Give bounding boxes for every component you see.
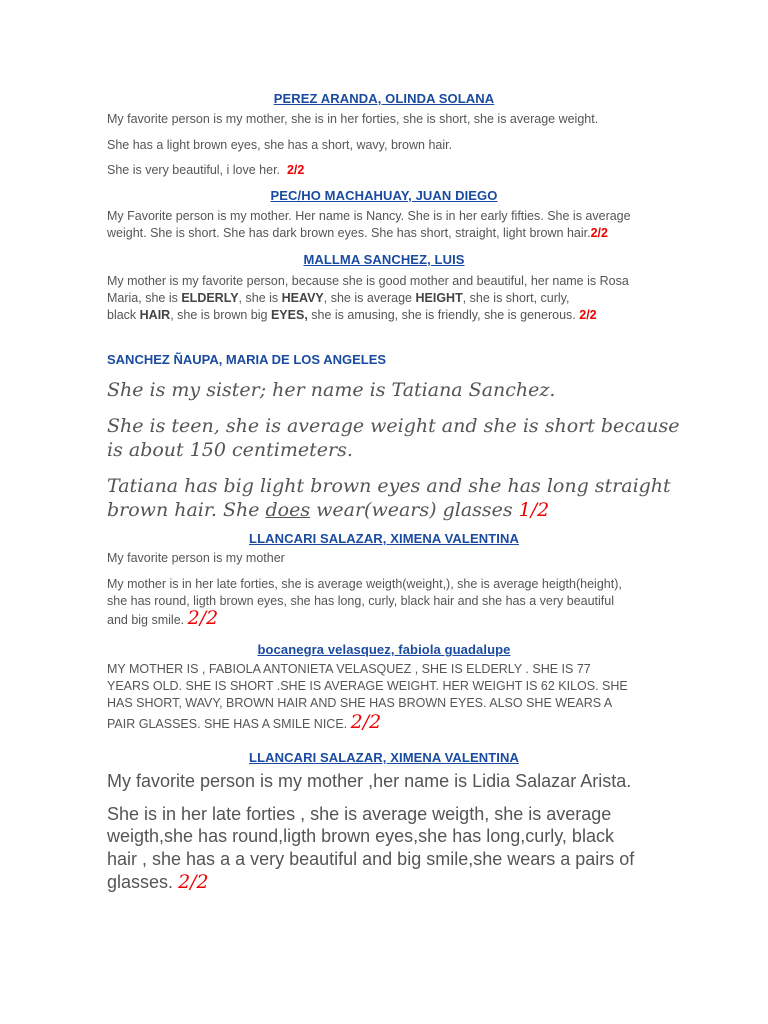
entry-3-bold-height: HEIGHT [415,291,463,305]
entry-4-line-1: She is my sister; her name is Tatiana Sanchez. [107,379,556,401]
entry-7-line-4: hair , she has a a very beautiful and big smile,she wears a pairs of [107,849,635,869]
entry-3-text-a: Maria, she is [107,291,182,305]
entry-1-line-1: My favorite person is my mother, she is in her forties, she is short, she is average weight. [107,112,599,126]
entry-4-line-3: is about 150 centimeters. [107,439,353,461]
entry-7-grade: 2/2 [178,871,209,893]
entry-7-line-1: My favorite person is my mother ,her name is Lidia Salazar Arista. [107,771,632,791]
entry-4-text-a: brown hair. She [107,499,266,521]
entry-3-line-3 [107,307,667,324]
entry-3-bold-eyes: EYES, [270,308,308,322]
entry-3-bold-heavy: HEAVY [281,291,324,305]
entry-3-text-rest: she is amusing, she is friendly, she is generous. [307,308,576,322]
entry-1-line-3 [107,162,667,179]
entry-2-line-1: My Favorite person is my mother. Her name is Nancy. She is in her early fifties. She is average [107,209,631,223]
entry-1-grade: 2/2 [286,163,305,177]
entry-5-line-2: My mother is in her late forties, she is average weigth(weight,), she is average heigth(height), [107,577,622,591]
entry-7-line-5 [107,871,687,894]
entry-6-line-4 [107,711,667,733]
entry-3-text-black: black [107,308,140,322]
entry-7-name: LLANCARI SALAZAR, XIMENA VALENTINA [249,750,519,765]
entry-2-line-2 [107,225,667,242]
entry-3-text-brown: , she is brown big [170,308,271,322]
entry-5-line-4-text: and big smile. [107,613,185,627]
entry-4-line-2: She is teen, she is average weight and she is short because [107,415,680,437]
entry-4-underlined-does: does [265,499,311,521]
entry-3-text-c: , she is [238,291,282,305]
entry-1-line-3-text: She is very beautiful, i love her. [107,163,281,177]
entry-5-line-3: she has round, ligth brown eyes, she has long, curly, black hair and she has a very beautiful [107,594,615,608]
entry-6-name: bocanegra velasquez, fabiola guadalupe [257,642,511,657]
entry-5-name: LLANCARI SALAZAR, XIMENA VALENTINA [249,531,519,546]
entry-3-line-1: My mother is my favorite person, because she is good mother and beautiful, her name is Rosa [107,274,629,288]
entry-3-text-e: , she is average [323,291,416,305]
entry-6-line-4-text: PAIR GLASSES. SHE HAS A SMILE NICE. [107,717,348,731]
entry-1-line-2: She has a light brown eyes, she has a short, wavy, brown hair. [107,138,453,152]
entry-2-name: PEC/HO MACHAHUAY, JUAN DIEGO [270,188,498,203]
entry-1-name: PEREZ ARANDA, OLINDA SOLANA [273,91,495,106]
entry-6-grade: 2/2 [350,711,382,733]
entry-3-name: MALLMA SANCHEZ, LUIS [303,252,465,267]
entry-2-line-2-text: weight. She is short. She has dark brown eyes. She has short, straight, light brown hair. [107,226,591,240]
entry-7-line-3: weigth,she has round,ligth brown eyes,she has long,curly, black [107,826,614,846]
entry-4-grade: 1/2 [518,499,550,521]
entry-3-bold-elderly: ELDERLY [181,291,239,305]
entry-3-grade: 2/2 [579,308,597,322]
entry-7-line-5-text: glasses. [107,872,174,892]
entry-3-bold-hair: HAIR [139,308,171,322]
entry-6-line-2: YEARS OLD. SHE IS SHORT .SHE IS AVERAGE WEIGHT. HER WEIGHT IS 62 KILOS. SHE [107,679,628,693]
entry-4-text-c: wear(wears) glasses [310,499,519,521]
entry-3-text-g: , she is short, curly, [462,291,570,305]
entry-6-line-3: HAS SHORT, WAVY, BROWN HAIR AND SHE HAS BROWN EYES. ALSO SHE WEARS A [107,696,613,710]
entry-4-line-5 [107,498,687,522]
entry-7-line-2: She is in her late forties , she is average weigth, she is average [107,804,612,824]
entry-5-line-4 [107,607,667,629]
entry-4-name: SANCHEZ ÑAUPA, MARIA DE LOS ANGELES [107,352,387,367]
entry-5-grade: 2/2 [187,607,219,629]
entry-2-grade: 2/2 [590,226,608,240]
entry-6-line-1: MY MOTHER IS , FABIOLA ANTONIETA VELASQUEZ , SHE IS ELDERLY . SHE IS 77 [107,662,591,676]
entry-4-line-4: Tatiana has big light brown eyes and she has long straight [107,475,671,497]
entry-5-line-1: My favorite person is my mother [107,551,285,565]
entry-3-line-2 [107,290,667,307]
